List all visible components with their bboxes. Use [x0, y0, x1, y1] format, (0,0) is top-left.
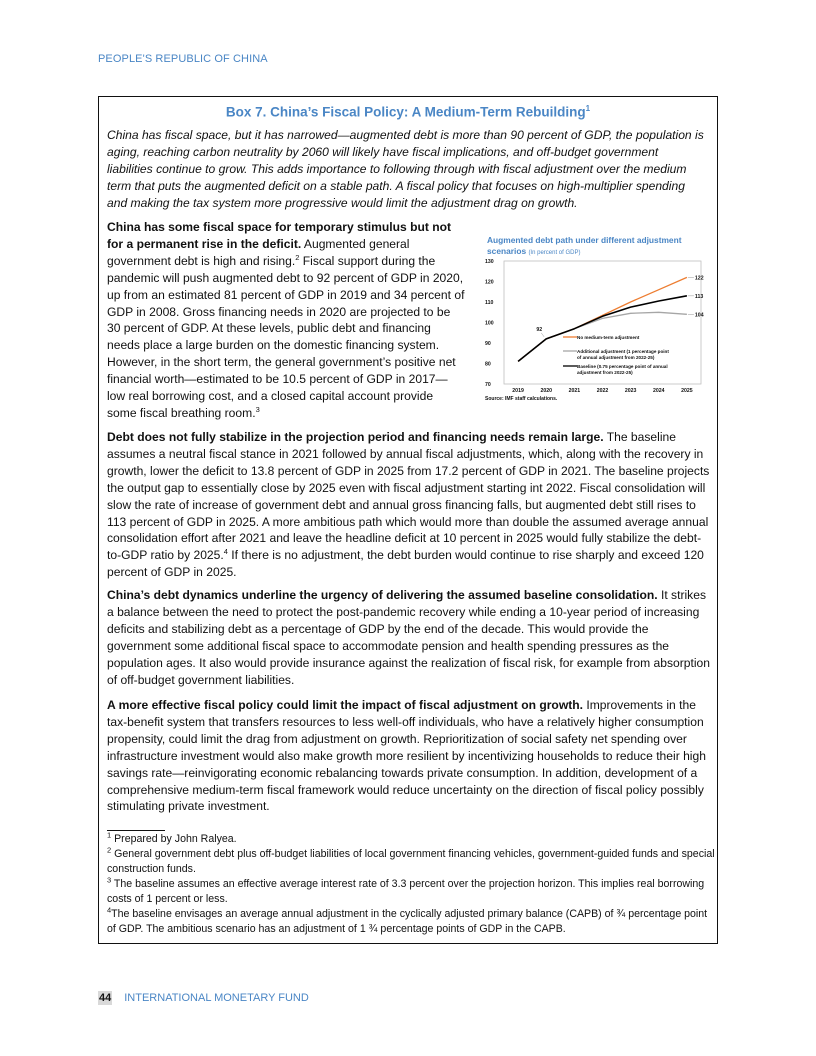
- footnote-ref[interactable]: 1: [585, 104, 591, 113]
- chart-source: Source: IMF staff calculations.: [485, 396, 558, 402]
- footnote-1: [107, 832, 715, 847]
- paragraph-text: The baseline assumes a neutral fiscal stance in 2021 followed by annual fiscal adjustments, which, along with the recovery in growth, lower the deficit to 13.8 percent of GDP in 2025 from 17.2 percent of GDP in 2021. The baseline projects the output gap to essentially close by 2025 even with fiscal adjustment starting int 2022. Fiscal consolidation will slow the rate of increase of government debt and annual gross financing falls, but augmented debt still rises to 113 percent of GDP in 2025. A more ambitious path which would more than double the assumed average annual consolidation effort after 2021 and leave the headline deficit at 10 percent in 2025 would fully stabilize the debt-to-GDP ratio by 2025.: [107, 430, 710, 563]
- x-tick-label: 2023: [624, 388, 637, 394]
- footnote-ref[interactable]: 3: [255, 404, 260, 414]
- footnote-text: The baseline envisages an average annual adjustment in the cyclically adjusted primary balance (CAPB) of ¾ percentage point of GDP. The ambitious scenario has an adjustment of 1 ¾ percentage points of GDP in the CAPB.: [107, 908, 708, 935]
- legend-label: No medium-term adjustment: [577, 334, 640, 340]
- debt-path-chart: [483, 233, 713, 408]
- paragraph-text: Improvements in the tax-benefit system that transfers resources to less well-off individuals, who have a relatively higher consumption propensity, could limit the drag from adjustment on growth. Reprioritization of social safety net spending over infrastructure investment would also make growth more resilient by incentivizing households to reduce their high savings rate—reinvigorating economic rebalancing towards private consumption. In addition, development of a comprehensive medium-term fiscal framework would reduce uncertainty on the direction of fiscal policy possibly stimulating private investment.: [107, 698, 706, 814]
- annotation-leader: [541, 333, 544, 337]
- paragraph-lead: China has some fiscal space for temporary stimulus but not for a permanent rise in the deficit.: [107, 220, 452, 251]
- end-value-label: 113: [694, 293, 704, 300]
- footnote-3: [107, 877, 715, 907]
- footnote-ref[interactable]: 2: [295, 252, 300, 262]
- paragraph-text: It strikes a balance between the need to protect the post-pandemic recovery while ending a 10-year period of increasing deficits and stabilizing debt as a percentage of GDP by the end of the decade. This would provide the government some additional fiscal space to accommodate pension and health spending pressures as the population ages. It also would provide insurance against the realization of fiscal risk, for example from absorption of off-budget government liabilities.: [107, 588, 710, 687]
- x-tick-label: 2020: [540, 388, 552, 394]
- paragraph-text: Fiscal support during the pandemic will push augmented debt to 92 percent of GDP in 2020, up from an estimated 81 percent of GDP in 2019 and 34 percent of GDP in 2008. Gross financing needs in 2020 are projected to be 30 percent of GDP. At these levels, public debt and financing needs place a large burden on the domestic financing system. However, in the short term, the general government’s positive net financial worth—estimated to be 10.5 percent of GDP in 2017—low real borrowing cost, and a closed capital account provide some fiscal breathing room.: [107, 253, 465, 420]
- legend-label: adjustment from 2022-25): [577, 369, 633, 375]
- paragraph-text: If there is no adjustment, the debt burden would continue to rise sharply and exceed 120 percent of GDP in 2025.: [107, 548, 704, 580]
- x-tick-label: 2019: [512, 388, 524, 394]
- paragraph-debt-stabilize: [107, 429, 715, 581]
- legend-label: Additional adjustment (1 percentage point: [577, 348, 669, 354]
- paragraph-text: Augmented general government debt is high and rising.: [107, 236, 410, 268]
- x-tick-label: 2025: [681, 388, 693, 394]
- paragraph-debt-dynamics: [107, 587, 715, 688]
- end-value-label: 104: [694, 312, 704, 319]
- paragraph-lead: Debt does not fully stabilize in the projection period and financing needs remain large.: [107, 430, 604, 444]
- paragraph-fiscal-space: [107, 219, 465, 422]
- box-title-text: Box 7. China’s Fiscal Policy: A Medium-Term Rebuilding: [225, 104, 586, 120]
- footnotes: [107, 832, 715, 937]
- box-title: [99, 104, 717, 120]
- y-tick-label: 70: [485, 382, 491, 388]
- legend-label: Baseline (0.75 percentage point of annual: [577, 363, 668, 369]
- footnote-text: Prepared by John Ralyea.: [111, 833, 237, 845]
- paragraph-lead: A more effective fiscal policy could limit the impact of fiscal adjustment on growth.: [107, 698, 583, 712]
- y-tick-label: 120: [485, 279, 494, 286]
- chart-subtitle: (In percent of GDP): [528, 249, 581, 256]
- y-tick-label: 130: [485, 259, 494, 265]
- y-tick-label: 100: [485, 320, 494, 327]
- footnote-4: [107, 907, 715, 937]
- y-tick-label: 110: [485, 300, 494, 306]
- footnote-mark: 4: [107, 905, 112, 915]
- publisher-name: INTERNATIONAL MONETARY FUND: [124, 992, 309, 1004]
- y-tick-label: 80: [485, 361, 491, 368]
- page-number: 44: [99, 992, 112, 1004]
- footnote-divider: [107, 830, 165, 831]
- footnote-2: [107, 847, 715, 877]
- x-tick-label: 2021: [568, 388, 581, 394]
- box-7: [98, 96, 718, 944]
- y-tick-label: 90: [485, 341, 491, 347]
- x-tick-label: 2022: [596, 388, 609, 394]
- footnote-text: The baseline assumes an effective average interest rate of 3.3 percent over the projection horizon. This implies real borrowing costs of 1 percent or less.: [107, 878, 705, 905]
- footnote-mark: 1: [107, 830, 112, 840]
- running-head: PEOPLE'S REPUBLIC OF CHINA: [98, 53, 268, 65]
- footnote-text: General government debt plus off-budget liabilities of local government financing vehicles, government-guided funds and special construction funds.: [107, 848, 715, 875]
- footnote-mark: 2: [107, 845, 112, 855]
- box-summary: China has fiscal space, but it has narrowed—augmented debt is more than 90 percent of GDP, the population is aging, reaching carbon neutrality by 2060 will likely have fiscal implications, and off-budget government liabilities continue to grow. This adds importance to following through with fiscal adjustment over the medium term that puts the augmented deficit on a stable path. A fiscal policy that focuses on high-multiplier spending and making the tax system more progressive would limit the adjustment drag on growth.: [107, 128, 704, 210]
- x-tick-label: 2024: [653, 388, 665, 394]
- legend-label: of annual adjustment from 2022-25): [577, 354, 655, 360]
- end-value-label: 122: [694, 275, 704, 282]
- chart-plot: [483, 233, 713, 408]
- footnote-ref[interactable]: 4: [223, 547, 228, 557]
- footnote-mark: 3: [107, 875, 112, 885]
- paragraph-effective-policy: [107, 697, 715, 815]
- annotation-label: 92: [536, 326, 543, 333]
- paragraph-lead: China’s debt dynamics underline the urgency of delivering the assumed baseline consolidation.: [107, 588, 658, 602]
- page-footer: [98, 992, 309, 1004]
- chart-title-text: Augmented debt path under different adjustment scenarios: [487, 235, 682, 256]
